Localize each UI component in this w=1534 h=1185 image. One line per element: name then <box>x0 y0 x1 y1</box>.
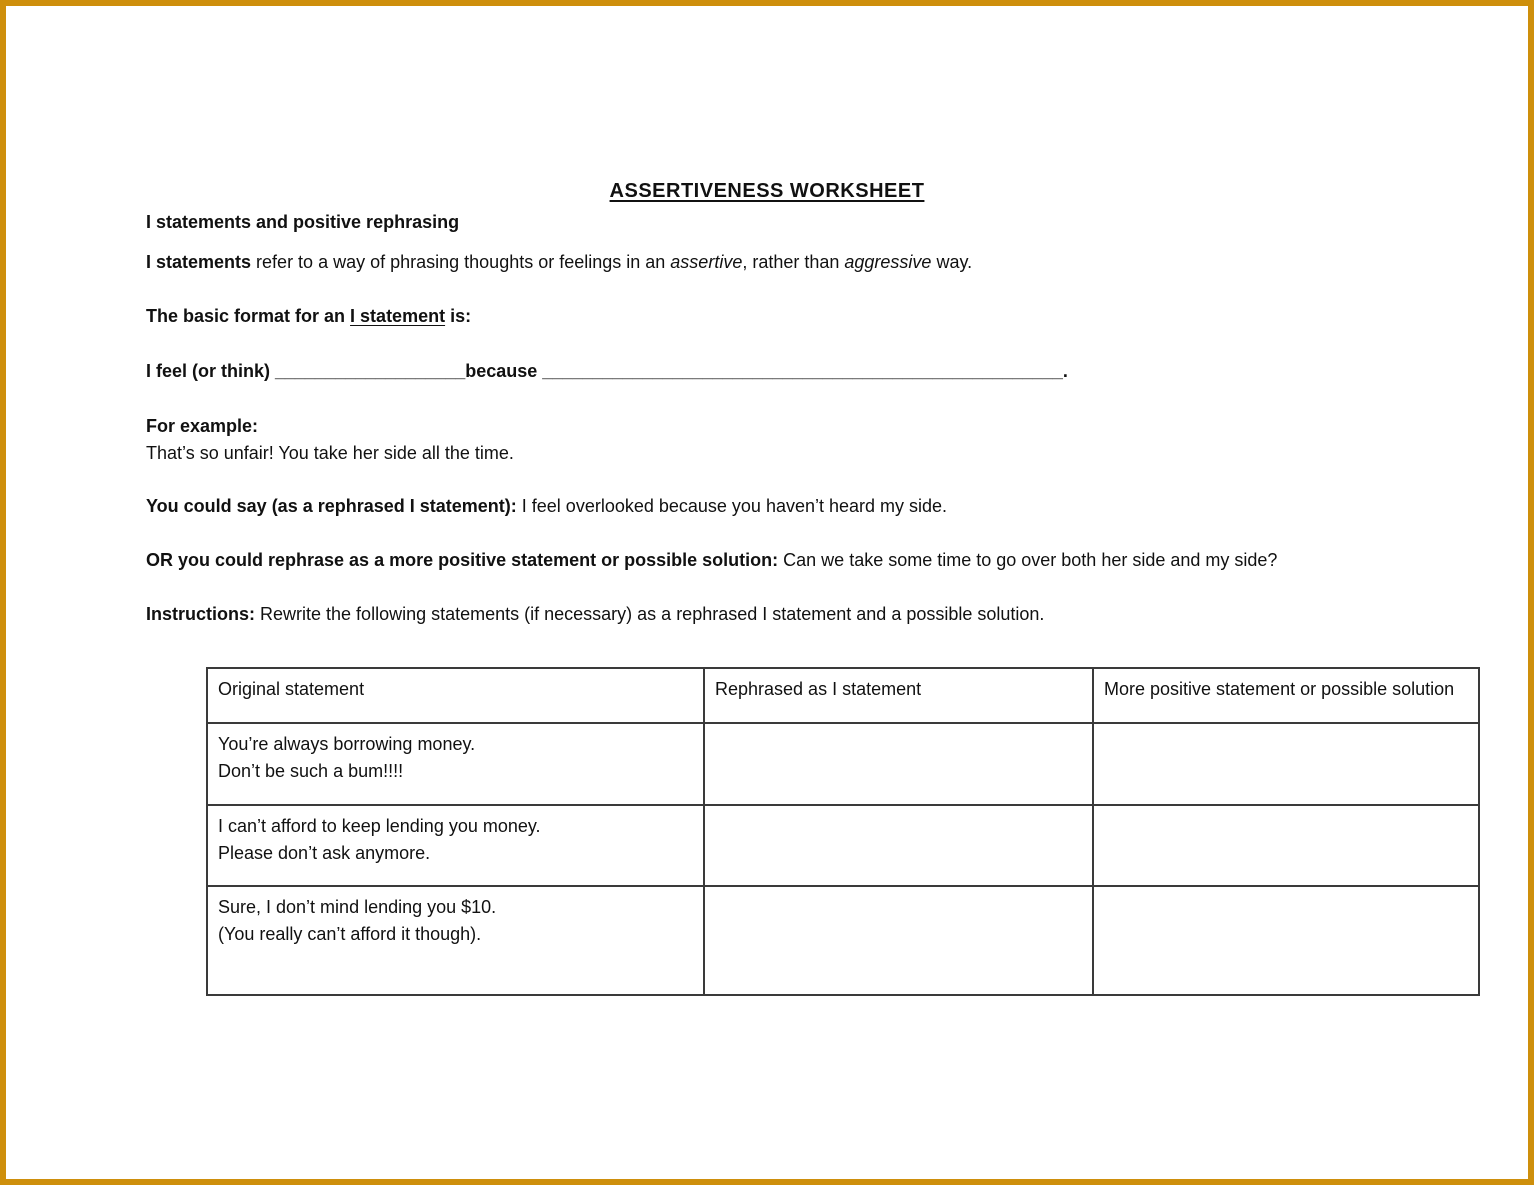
instructions-label: Instructions: <box>146 604 256 624</box>
cell-positive-1 <box>1093 723 1479 805</box>
instructions-text: Rewrite the following statements (if necessary) as a rephrased I statement and a possible solution. <box>255 604 1045 624</box>
page-title-text: ASSERTIVENESS WORKSHEET <box>609 180 925 202</box>
example-text: That’s so unfair! You take her side all the time. <box>146 443 514 463</box>
intro-italic-aggressive: aggressive <box>844 252 932 272</box>
fill-in-period: . <box>1062 361 1068 381</box>
table-row <box>207 723 1479 805</box>
cell-line: (You really can’t afford it though). <box>218 924 482 944</box>
cell-original-2 <box>207 805 704 886</box>
example-block <box>146 413 1448 467</box>
fill-in-blank-2: ____________________________________________________ <box>542 361 1063 381</box>
cell-line: I can’t afford to keep lending you money. <box>218 816 541 836</box>
could-say-line <box>146 493 1448 520</box>
worksheet-table <box>206 667 1480 996</box>
fill-in-mid: because <box>465 361 543 381</box>
cell-line: Don’t be such a bum!!!! <box>218 761 404 781</box>
cell-rephrased-2 <box>704 805 1093 886</box>
example-label: For example: <box>146 416 259 436</box>
format-tail: is: <box>445 306 472 326</box>
cell-line: You’re always borrowing money. <box>218 734 476 754</box>
cell-rephrased-1 <box>704 723 1093 805</box>
format-underlined-term: I statement <box>350 306 446 326</box>
or-rephrase-line <box>146 547 1448 574</box>
fill-in-blank-1: ___________________ <box>275 361 466 381</box>
intro-paragraph <box>146 249 1448 276</box>
could-say-label: You could say (as a rephrased I statement): <box>146 496 517 516</box>
cell-line: Sure, I don’t mind lending you $10. <box>218 897 497 917</box>
cell-original-3 <box>207 886 704 995</box>
intro-part2: , rather than <box>742 252 845 272</box>
intro-italic-assertive: assertive <box>670 252 743 272</box>
cell-line: Please don’t ask anymore. <box>218 843 431 863</box>
format-lead: The basic format for an <box>146 306 351 326</box>
header-original-statement: Original statement <box>207 668 704 723</box>
format-line <box>146 303 1448 330</box>
cell-rephrased-3 <box>704 886 1093 995</box>
fill-in-line <box>146 358 1448 385</box>
cell-positive-3 <box>1093 886 1479 995</box>
could-say-text: I feel overlooked because you haven’t heard my side. <box>516 496 948 516</box>
table-row <box>207 886 1479 995</box>
table-row <box>207 805 1479 886</box>
intro-part1: refer to a way of phrasing thoughts or feelings in an <box>251 252 671 272</box>
cell-original-1 <box>207 723 704 805</box>
or-rephrase-label: OR you could rephrase as a more positive statement or possible solution: <box>146 550 779 570</box>
subtitle: I statements and positive rephrasing <box>146 212 460 232</box>
intro-part3: way. <box>931 252 973 272</box>
page-title <box>6 180 1528 203</box>
instructions-line <box>146 601 1448 628</box>
table-header-row <box>207 668 1479 723</box>
intro-lead-bold: I statements <box>146 252 252 272</box>
fill-in-lead: I feel (or think) <box>146 361 276 381</box>
header-rephrased: Rephrased as I statement <box>704 668 1093 723</box>
or-rephrase-text: Can we take some time to go over both her side and my side? <box>778 550 1278 570</box>
cell-positive-2 <box>1093 805 1479 886</box>
header-positive-solution: More positive statement or possible solution <box>1093 668 1479 723</box>
